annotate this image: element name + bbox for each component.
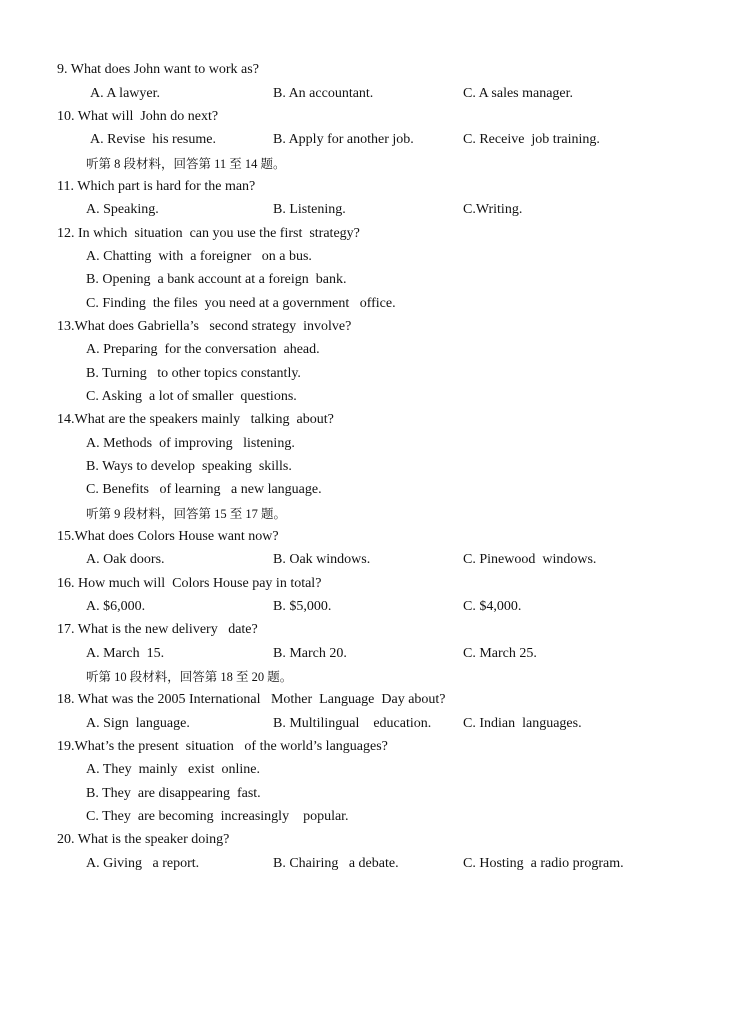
question-10-stem: 10. What will John do next? xyxy=(57,109,219,124)
question-18-option-b: B. Multilingual education. xyxy=(273,716,432,731)
question-16-stem: 16. How much will Colors House pay in total? xyxy=(57,576,322,591)
question-9-option-a: A. A lawyer. xyxy=(90,86,160,101)
question-17-option-a: A. March 15. xyxy=(86,646,165,661)
question-11-option-c: C.Writing. xyxy=(463,202,523,217)
question-14-stem: 14.What are the speakers mainly talking about? xyxy=(57,412,334,427)
question-11-option-a: A. Speaking. xyxy=(86,202,159,217)
question-18-option-a: A. Sign language. xyxy=(86,716,190,731)
question-9-option-c: C. A sales manager. xyxy=(463,86,574,101)
question-10-option-a: A. Revise his resume. xyxy=(90,132,216,147)
question-13-stem: 13.What does Gabriella’s second strategy involve? xyxy=(57,319,352,334)
question-9-stem: 9. What does John want to work as? xyxy=(57,62,259,77)
question-20-option-c: C. Hosting a radio program. xyxy=(463,856,624,871)
question-20-option-a: A. Giving a report. xyxy=(86,856,200,871)
question-11-stem: 11. Which part is hard for the man? xyxy=(57,179,256,194)
question-15-option-c: C. Pinewood windows. xyxy=(463,552,597,567)
question-17-option-b: B. March 20. xyxy=(273,646,347,661)
question-10-option-b: B. Apply for another job. xyxy=(273,132,414,147)
question-14-option-b: B. Ways to develop speaking skills. xyxy=(86,459,292,474)
question-13-option-b: B. Turning to other topics constantly. xyxy=(86,366,301,381)
section-8-instruction: 听第 8 段材料，回答第 11 至 14 题。 xyxy=(86,157,286,171)
question-13-option-a: A. Preparing for the conversation ahead. xyxy=(86,342,320,357)
question-18-option-c: C. Indian languages. xyxy=(463,716,582,731)
question-17-option-c: C. March 25. xyxy=(463,646,537,661)
question-14-option-a: A. Methods of improving listening. xyxy=(86,436,295,451)
question-20-stem: 20. What is the speaker doing? xyxy=(57,832,230,847)
question-14-option-c: C. Benefits of learning a new language. xyxy=(86,482,322,497)
question-16-option-a: A. $6,000. xyxy=(86,599,146,614)
question-18-stem: 18. What was the 2005 International Mother Language Day about? xyxy=(57,692,446,707)
question-16-option-c: C. $4,000. xyxy=(463,599,522,614)
section-10-instruction: 听第 10 段材料，回答第 18 至 20 题。 xyxy=(86,670,293,684)
question-15-option-b: B. Oak windows. xyxy=(273,552,371,567)
question-12-option-c: C. Finding the files you need at a government office. xyxy=(86,296,396,311)
section-9-instruction: 听第 9 段材料，回答第 15 至 17 题。 xyxy=(86,507,287,521)
question-17-stem: 17. What is the new delivery date? xyxy=(57,622,258,637)
question-19-option-a: A. They mainly exist online. xyxy=(86,762,260,777)
question-10-option-c: C. Receive job training. xyxy=(463,132,600,147)
question-19-option-c: C. They are becoming increasingly popular. xyxy=(86,809,349,824)
question-15-stem: 15.What does Colors House want now? xyxy=(57,529,279,544)
question-11-option-b: B. Listening. xyxy=(273,202,346,217)
question-20-option-b: B. Chairing a debate. xyxy=(273,856,399,871)
question-15-option-a: A. Oak doors. xyxy=(86,552,165,567)
question-12-stem: 12. In which situation can you use the first strategy? xyxy=(57,226,360,241)
question-13-option-c: C. Asking a lot of smaller questions. xyxy=(86,389,297,404)
question-12-option-b: B. Opening a bank account at a foreign bank. xyxy=(86,272,347,287)
question-16-option-b: B. $5,000. xyxy=(273,599,332,614)
question-9-option-b: B. An accountant. xyxy=(273,86,374,101)
question-19-stem: 19.What’s the present situation of the world’s languages? xyxy=(57,739,388,754)
question-12-option-a: A. Chatting with a foreigner on a bus. xyxy=(86,249,312,264)
question-19-option-b: B. They are disappearing fast. xyxy=(86,786,261,801)
